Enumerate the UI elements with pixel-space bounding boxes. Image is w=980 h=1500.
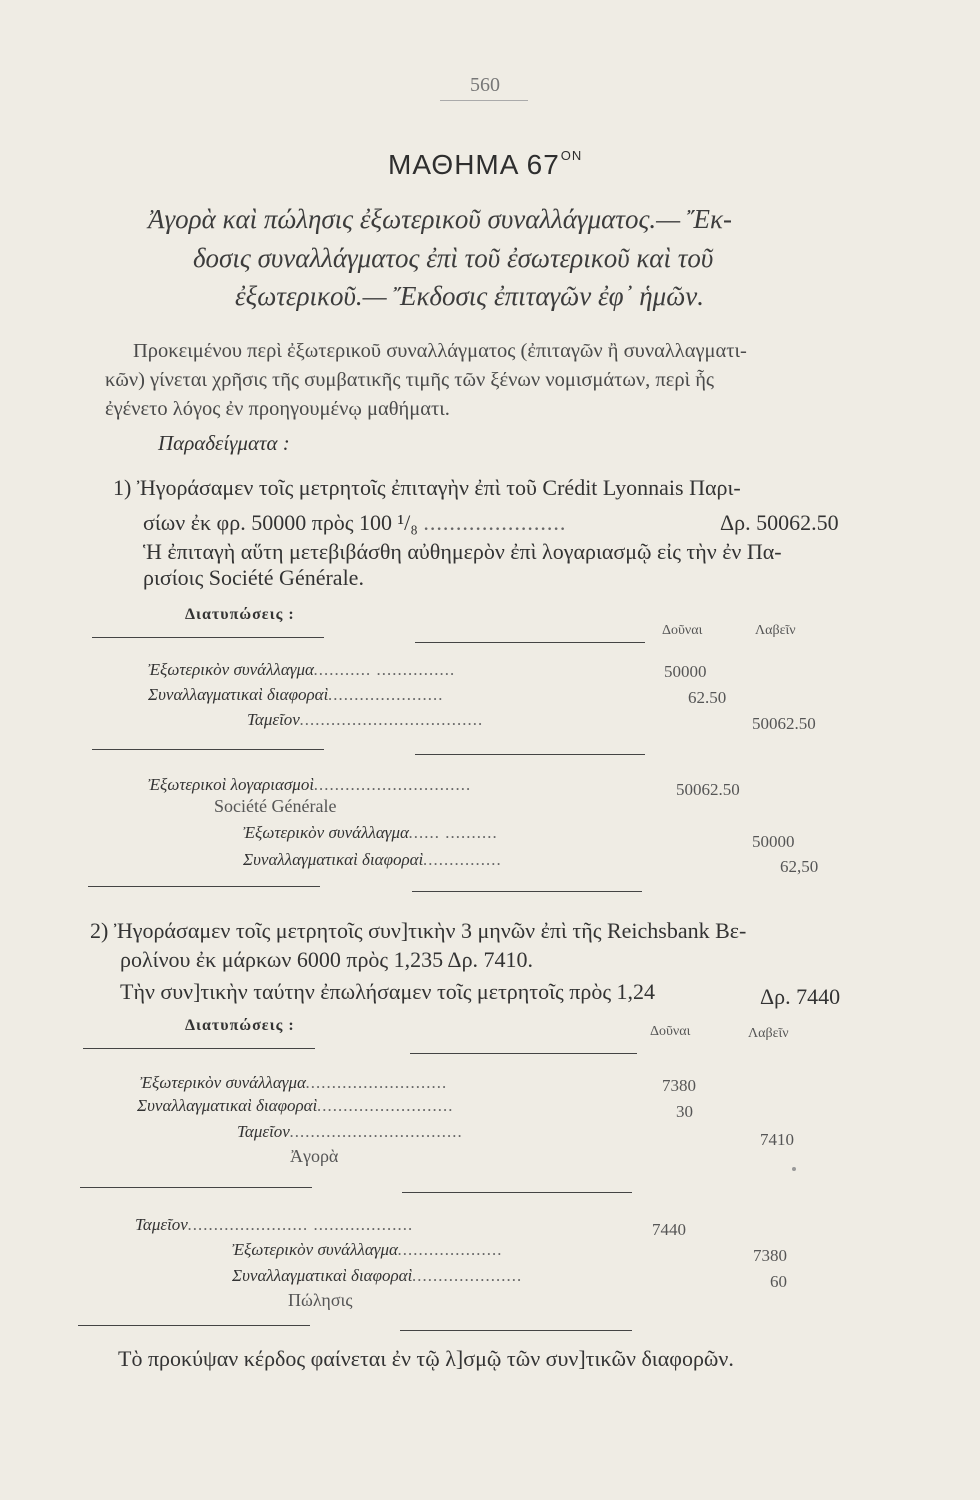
journal-entry-account: Ταμεῖον................................. (237, 1122, 464, 1141)
journal-entry-account: Συναλλαγματικαὶ διαφοραὶ.......................... (137, 1096, 454, 1115)
rule-right (415, 642, 645, 643)
journal-entry-account: Ἀγορὰ (290, 1146, 339, 1166)
example1-entries-heading: Διατυπώσεις : (185, 606, 295, 623)
page-number-rule (440, 100, 528, 101)
journal-entry-account: Συναλλαγματικαὶ διαφοραὶ............... (243, 850, 503, 869)
journal-entry-account: Ταμεῖον....................... ................... (135, 1215, 414, 1234)
lesson-title (388, 148, 582, 181)
example1-line-2 (143, 510, 566, 536)
example2-line-2: ρολίνου ἐκ μάρκων 6000 πρὸς 1,235 Δρ. 7410. (120, 947, 534, 972)
lesson-title-text: ΜΑΘΗΜΑ 67 (388, 149, 560, 180)
rule-right (412, 891, 642, 892)
example2-line-3: Τὴν συν]τικὴν ταύτην ἐπωλήσαμεν τοῖς μετρητοῖς πρὸς 1,24 (120, 979, 656, 1004)
example2-col-debit: Δοῦναι (650, 1024, 691, 1039)
journal-entry-credit: 7410 (760, 1130, 794, 1149)
journal-entry-credit: 50062.50 (752, 714, 816, 733)
journal-entry-debit: 30 (676, 1102, 693, 1121)
example1-col-credit: Λαβεῖν (755, 623, 796, 638)
example1-line-4: ρισίοις Société Générale. (143, 565, 364, 590)
examples-heading: Παραδείγματα : (158, 431, 290, 455)
journal-entry-account: Ταμεῖον................................... (247, 710, 484, 729)
intro-line-3: ἐγένετο λόγος ἐν προηγουμένῳ μαθήματι. (105, 398, 450, 420)
example1-line-2-text: σίων ἐκ φρ. 50000 πρὸς 100 ¹/₈ (143, 510, 418, 535)
journal-entry-account: Πώλησις (288, 1290, 353, 1310)
rule-left (92, 637, 324, 638)
subtitle-line-2: δοσις συναλλάγματος ἐπὶ τοῦ ἐσωτερικοῦ καὶ τοῦ (193, 243, 714, 273)
intro-line-1: Προκειμένου περὶ ἐξωτερικοῦ συναλλάγματος (ἐπιταγῶν ἢ συναλλαγματι- (133, 340, 747, 362)
journal-entry-debit: 7380 (662, 1076, 696, 1095)
journal-entry-credit: 62,50 (780, 857, 819, 876)
example2-col-credit: Λαβεῖν (748, 1026, 789, 1041)
rule-left (80, 1187, 312, 1188)
intro-line-2: κῶν) γίνεται χρῆσις τῆς συμβατικῆς τιμῆς τῶν ξένων νομισμάτων, περὶ ἧς (105, 369, 715, 391)
journal-entry-debit: 50062.50 (676, 780, 740, 799)
journal-entry-account: Συναλλαγματικαὶ διαφοραὶ..................... (232, 1266, 523, 1285)
journal-entry-account: Société Générale (214, 796, 337, 816)
subtitle-line-1: Ἀγορὰ καὶ πώλησις ἐξωτερικοῦ συναλλάγματος.— Ἔκ- (148, 204, 732, 234)
ink-dot (792, 1167, 796, 1171)
page-number: 560 (470, 74, 500, 96)
lesson-title-suffix: ΟΝ (560, 148, 583, 163)
example1-line-2-dots: ...................... (423, 510, 567, 535)
journal-entry-credit: 50000 (752, 832, 795, 851)
journal-entry-credit: 60 (770, 1272, 787, 1291)
example1-amount: Δρ. 50062.50 (720, 510, 839, 535)
rule-left (92, 749, 324, 750)
example1-col-debit: Δοῦναι (662, 623, 703, 638)
rule-left (88, 886, 320, 887)
journal-entry-account: Ἐξωτερικοὶ λογαριασμοὶ.............................. (148, 775, 472, 794)
example2-entries-heading: Διατυπώσεις : (185, 1017, 295, 1034)
rule-right (410, 1053, 637, 1054)
journal-entry-account: Ἐξωτερικὸν συνάλλαγμα........................... (140, 1073, 448, 1092)
journal-entry-debit: 62.50 (688, 688, 727, 707)
rule-right (400, 1330, 632, 1331)
rule-right (402, 1192, 632, 1193)
journal-entry-account: Ἐξωτερικὸν συνάλλαγμα.................... (232, 1240, 503, 1259)
rule-left (83, 1048, 315, 1049)
example1-line-3: Ἡ ἐπιταγὴ αὕτη μετεβιβάσθη αὐθημερὸν ἐπὶ λογαριασμῷ εἰς τὴν ἐν Πα- (143, 539, 782, 564)
journal-entry-account: Ἐξωτερικὸν συνάλλαγμα...... .......... (243, 823, 499, 842)
rule-right (415, 754, 645, 755)
example2-line-1: 2) Ἠγοράσαμεν τοῖς μετρητοῖς συν]τικὴν 3 μηνῶν ἐπὶ τῆς Reichsbank Βε- (90, 918, 747, 943)
journal-entry-account: Ἐξωτερικὸν συνάλλαγμα........... ............... (148, 660, 456, 679)
rule-left (78, 1325, 310, 1326)
example2-amount: Δρ. 7440 (760, 984, 841, 1009)
journal-entry-account: Συναλλαγματικαὶ διαφοραὶ...................... (148, 685, 444, 704)
journal-entry-credit: 7380 (753, 1246, 787, 1265)
subtitle-line-3: ἐξωτερικοῦ.— Ἔκδοσις ἐπιταγῶν ἐφ᾽ ἡμῶν. (235, 281, 705, 311)
journal-entry-debit: 50000 (664, 662, 707, 681)
conclusion: Τὸ προκύψαν κέρδος φαίνεται ἐν τῷ λ]σμῷ τῶν συν]τικῶν διαφορῶν. (118, 1346, 734, 1371)
example1-line-1: 1) Ἠγοράσαμεν τοῖς μετρητοῖς ἐπιταγὴν ἐπὶ τοῦ Crédit Lyonnais Παρι- (113, 475, 741, 500)
journal-entry-debit: 7440 (652, 1220, 686, 1239)
